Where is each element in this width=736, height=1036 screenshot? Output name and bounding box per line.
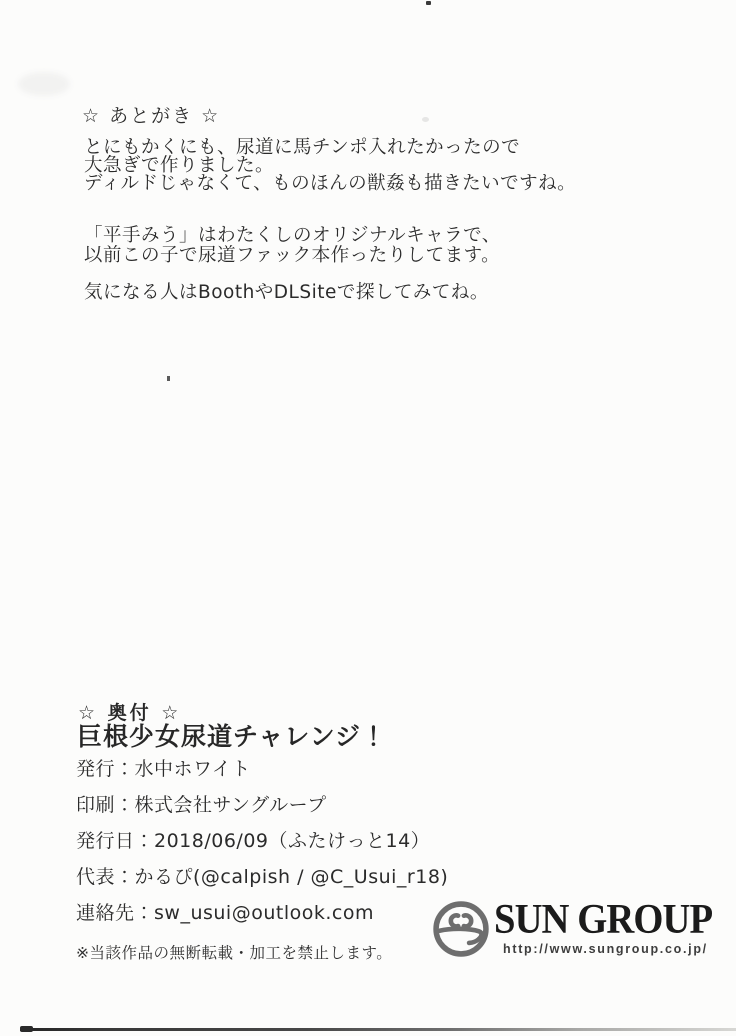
scan-smudge — [18, 72, 70, 96]
scan-speck — [422, 117, 429, 122]
afterword-heading: ☆ あとがき ☆ — [82, 105, 221, 127]
colophon-publisher-line: 発行：水中ホワイト — [76, 758, 251, 780]
afterword-p1-line3: ディルドじゃなくて、ものほんの獣姦も描きたいですね。 — [84, 173, 577, 194]
sun-group-name: SUN GROUP — [494, 897, 713, 943]
colophon-representative-line: 代表：かるぴ(@calpish / @C_Usui_r18) — [76, 866, 449, 888]
scan-speck — [167, 376, 170, 381]
colophon-entries — [76, 759, 448, 939]
sun-group-logo — [432, 897, 722, 963]
colophon-heading: ☆ 奥付 ☆ — [78, 702, 182, 724]
colophon-printer-line: 印刷：株式会社サングループ — [76, 794, 327, 816]
sun-group-url: http://www.sungroup.co.jp/ — [503, 942, 708, 956]
copyright-note: ※当該作品の無断転載・加工を禁止します。 — [76, 944, 393, 962]
scan-speck — [426, 1, 431, 5]
afterword-p1-line1: とにもかくにも、尿道に馬チンポ入れたかったので — [84, 137, 521, 158]
sun-group-ring-icon — [432, 899, 490, 959]
afterword-paragraph-2 — [84, 226, 501, 265]
afterword-p1-line2: 大急ぎで作りました。 — [84, 155, 275, 176]
colophon-contact-line: 連絡先：sw_usui@outlook.com — [76, 902, 374, 924]
afterword-p2-line1: 「平手みう」はわたくしのオリジナルキャラで、 — [84, 225, 501, 246]
afterword-paragraph-3 — [84, 284, 489, 302]
afterword-p3-line1: 気になる人はBoothやDLSiteで探してみてね。 — [84, 282, 489, 303]
book-title: 巨根少女尿道チャレンジ！ — [77, 722, 388, 751]
scan-edge-line — [20, 1028, 736, 1031]
afterword-paragraph-1 — [84, 139, 576, 193]
colophon-publish-date-line: 発行日：2018/06/09（ふたけっと14） — [76, 830, 431, 852]
scan-edge-blob — [20, 1026, 33, 1032]
afterword-p2-line2: 以前この子で尿道ファック本作ったりしてます。 — [84, 244, 501, 266]
